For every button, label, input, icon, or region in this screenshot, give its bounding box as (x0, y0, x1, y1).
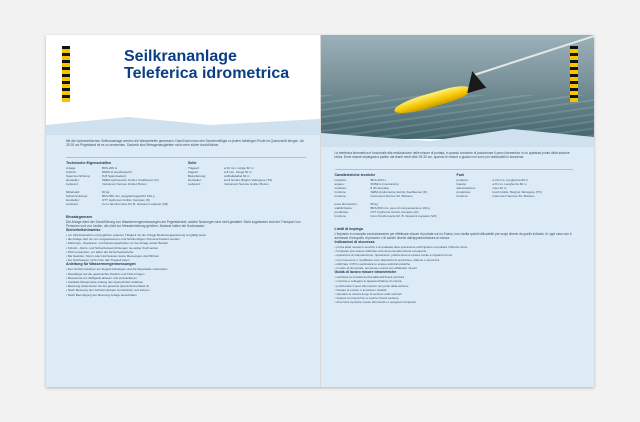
section-item: • Den Schwimmkörper am Zugseil befestigen und die Messstelle vorbereiten (66, 267, 306, 271)
section-item: • bei Hochwasser nicht unter das Tragseil treten (66, 258, 306, 262)
spec-value: 600W-H (meccanico) (370, 182, 399, 186)
spec-key: Anlage: (66, 166, 77, 170)
spec-value: OTT Hydromet GmbH, Kempten (D) (370, 210, 419, 214)
section-item: • Schutz-, Alarm- und Sicherheitseinrichtungen nie außer Kraft setzen (66, 246, 306, 250)
spec-key: stabilizzatore: (334, 206, 353, 210)
left-page (46, 35, 321, 387)
section-item: • Nach Messung den Schwimmkörper zurückholen und sichern (66, 288, 306, 292)
section-item: • in caso di temporale, tempesta o piena non effettuare misure (335, 266, 573, 270)
spec-key: Spannvorrichtung: (66, 174, 91, 178)
title-german: Seilkrananlage (124, 48, 237, 65)
tech-specs (66, 161, 180, 206)
spec-row (66, 182, 180, 186)
intro-text: Mit der hydrometrischen Seilkrananlage werden die Wassertiefen gemessen. Damit kann man den Schwimmflügel zu jedem beliebigen Punkt im Querschnitt bringen. Ab 25-30 cm Pegelstand ist es zu verwenden. Dadurch sind Messgenauigkeiten nicht mehr sicher durchführbar. (66, 139, 304, 147)
left-content (46, 135, 320, 387)
right-page (321, 35, 595, 387)
title-italian: Teleferica idrometrica (124, 64, 290, 82)
spec-key: peso idrometrico: (334, 202, 358, 206)
section-item: • ripetere la misura fino a coprire l'intera sezione (335, 296, 573, 300)
spec-row (335, 214, 449, 218)
section-item: • non rimuovere o modificare mai i dispositivi di protezione, allarme e sicurezza (335, 258, 573, 262)
spec-value: Aufhaltekabel 60 m (224, 174, 250, 178)
spec-key: portante: (456, 178, 469, 182)
spec-key: produttore: (334, 210, 350, 214)
section-item: • al termine riportare il peso idrometrico e spegnere l'impianto (335, 300, 573, 304)
section-item: • Messflügel auf die gewünschte Position und Tiefe bringen (66, 272, 306, 276)
section-heading: Einsatzgrenzen (66, 215, 93, 219)
section-item: • PSA verwenden, vor allem die Sicherheitsschuhe (66, 250, 306, 254)
tech-specs (335, 173, 449, 218)
tech-heading: Caratteristiche tecniche (334, 173, 376, 177)
divider (66, 157, 306, 158)
spec-key: fornitore: (334, 194, 347, 198)
section-heading: Limiti di impiego (334, 227, 364, 231)
water-ripples (321, 95, 595, 139)
section-item: • utilizzare i DPI in particolare le scarpe antinfortunistiche (335, 262, 573, 266)
spec-value: 600W-H (mechanisch) (102, 170, 132, 174)
spec-key: Hersteller: (66, 198, 80, 202)
section-item: • montare e collegare le apparecchiature di misura (335, 279, 573, 283)
spec-key: Hersteller: (188, 178, 202, 182)
spec-key: produttore: (456, 190, 472, 194)
section-item: • Bei Gewitter, Sturm oder Hochwasser keine Messungen durchführen (66, 254, 306, 258)
spec-key: traente: (456, 182, 467, 186)
water-gauge-graphic (62, 46, 70, 102)
section-item: • Nach Beendigung der Messung Anlage ausschalten (66, 293, 306, 297)
spec-value: Instrument Service GmbH, Bozen (224, 182, 269, 186)
spec-key: Betreiberung: (188, 174, 207, 178)
wave-band (46, 117, 320, 137)
spec-row (188, 182, 302, 186)
section-item: • rilevare le misure e annotare i risultati (335, 288, 573, 292)
spec-value: cavo 60 m (492, 186, 507, 190)
section-item: • l'impianto può essere utilizzato solo da personale istruito ed esperto (335, 249, 573, 253)
section-item: • die Anlage darf nur von eingewiesenem und fachkundigem Personal bedient werden (66, 237, 306, 241)
spec-key: Lieferant: (66, 182, 79, 186)
spec-columns (335, 173, 573, 218)
spec-value: BKS-560 mm, peso di compensazione 100 g (370, 206, 430, 210)
spec-value: 60 kg (102, 190, 110, 194)
left-sections (66, 215, 306, 297)
photo-current-meter (321, 35, 595, 139)
spec-key: Lieferant: (188, 182, 201, 186)
section-item: • vor Inbetriebnahme und jeglichen anderen Tätigkeit mit der Anlage Bedienungsanleitung sorgfältig lesen (66, 233, 306, 237)
spec-row (66, 202, 180, 206)
spec-key: tenditore: (334, 186, 348, 190)
spec-value: knoll GmbH, Borgino Valmigene (TN) (492, 190, 542, 194)
spec-key: Schwimmkörper: (66, 194, 89, 198)
spec-key: fornitore: (456, 194, 469, 198)
section-item: • Wartungs-, Reparatur- und Messungsarbeiten nur bei Anlage außer Betrieb (66, 241, 306, 245)
spec-value: Instrument Service Srl, Bolzano (492, 194, 535, 198)
spec-value: BKS-200 H (102, 166, 118, 170)
cable-heading: Funi (456, 173, 465, 177)
spec-value: SEBA Hydrometrie GmbH, Kaufbeuren (D) (370, 190, 428, 194)
cable-specs (457, 173, 571, 218)
spec-row (335, 194, 449, 198)
page-title (124, 49, 289, 83)
section-heading: Sicherheitshinweise (66, 228, 101, 232)
cable-heading: Seile (188, 161, 197, 165)
spec-value: ø 8 mm, Lunghezza 60 m (492, 182, 527, 186)
brochure-spread (46, 35, 594, 387)
spec-value: ø 20 mm, Länge 60 m (224, 166, 254, 170)
spec-value: SEBA Hydrometrie GmbH, Kaufbeuren (D) (102, 178, 159, 182)
section-item: L'impianto è concepito esclusivamente per effettuare misure di portata sul rio Enaso; non risulta quindi utilizzabile per scopi diversi da quello indicato. In ogni caso non è ammesso il trasporto di persone o di carichi diversi dall'apparecchiatura di misura. (334, 232, 572, 240)
section-heading: Guida di lavoro misure idrometriche (334, 270, 397, 275)
spec-value: Com-Tel-Idrometra Srl, B. Giovanni Lupatoto (VR) (370, 214, 437, 218)
spec-key: alimentazione: (456, 186, 476, 190)
section-item: • Vertikale Messpunkte entlang des Querschnitts anfahren (66, 280, 306, 284)
cable-specs (188, 161, 302, 206)
spec-value: 8 (8 Spannweiten) (102, 174, 127, 178)
section-heading: Indicazioni di sicurezza (334, 240, 375, 244)
spec-key: Mittelmaß: (66, 190, 81, 194)
section-heading: Anleitung für Wassermengenmessungen (66, 262, 136, 267)
spec-key: Lieferant: (66, 202, 79, 206)
section-item: • posizionare il peso idrometrico nel punto della sezione (335, 284, 573, 288)
spec-key: fornitore: (334, 190, 347, 194)
section-item: • verificare la corretta funzionalità dell'intera struttura (335, 275, 573, 279)
right-sections (335, 227, 573, 305)
spec-value: Instrument Service Srl, Bolzano (370, 194, 413, 198)
spec-columns (66, 161, 306, 206)
spec-value: BKS-200 H (370, 178, 386, 182)
spec-key: Hersteller: (66, 178, 80, 182)
spec-key: fornitore: (334, 214, 347, 218)
spec-value: Instrument Service GmbH, Bozen (102, 182, 147, 186)
right-content (321, 147, 595, 387)
spec-value: 60 kg (370, 202, 378, 206)
section-item: • Messwerte am Zählgerät ablesen und protokollieren (66, 276, 306, 280)
spec-value: BKS-560 mm, Ausgleichsgewicht 100 g (102, 194, 155, 198)
spec-key: impianto: (334, 178, 347, 182)
intro-text: La teleferica idrometrica è funzionale alla realizzazione delle misure di portata, in quanto consente di posizionare il peso idrometrico in un qualsiasi punto della sezione idrica. Deve essere impiegata a partire dai tiranti medi oltre 25-30 cm, quando le misure a guado non sono più realizzabili in sicurezza. (334, 151, 570, 159)
spec-value: knoll GmbH, Bogino Valmigene (TN) (224, 178, 273, 182)
spec-value: 8 (8 campate) (370, 186, 390, 190)
spec-row (457, 194, 571, 198)
section-item: Die Anlage dient der Durchführung von Wassermengenmessungen am Pegelstandort; andere Nutzungen sind nicht gestattet. Nicht zugelassen sind der Transport von Personen und von Lasten, die nicht zur Messeinrichtung gehören. Abstand halten bei Hochwasser. (66, 220, 301, 228)
spec-key: argano: (334, 182, 345, 186)
spec-value: ø 8 mm, Länge 60 m (224, 170, 252, 174)
spec-value: Com-Tel-Idrometra Srl, B. Giovanni Lupatoto (VR) (102, 202, 169, 206)
section-item: • Messung wiederholen bis der gesamte Querschnitt erfasst ist (66, 284, 306, 288)
section-item: • operazioni di manutenzione, riparazione, pulizia devono essere svolte a impianto fermo (335, 253, 573, 257)
section-item: • prima della messa in servizio e di qualsiasi altra operazione sull'impianto consultare il libretto d'uso (335, 245, 573, 249)
water-gauge-graphic (570, 46, 578, 102)
tech-heading: Technische Eigenschaften (66, 161, 112, 165)
divider (335, 169, 573, 170)
spec-key: Tragseil: (188, 166, 200, 170)
spec-key: Zugseil: (188, 170, 199, 174)
section-item: • spostare la misura lungo la sezione sulle verticali (335, 292, 573, 296)
spec-value: ø 20 mm, Lunghezza 60 m (492, 178, 529, 182)
spec-key: Antrieb: (66, 170, 77, 174)
spec-value: OTT Hydromet GmbH, Kempten (D) (102, 198, 150, 202)
